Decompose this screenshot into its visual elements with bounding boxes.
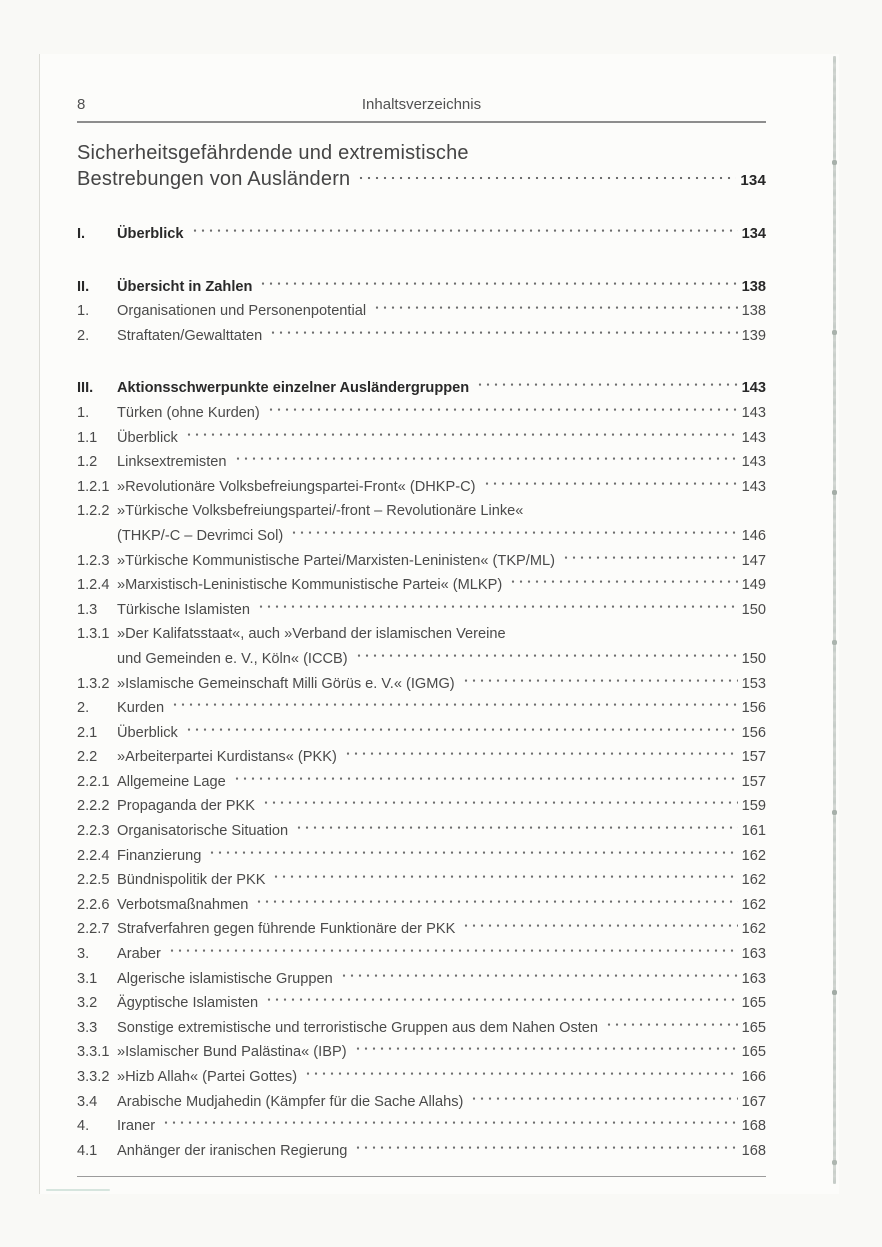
toc-entry-number: 4.1 (77, 1142, 98, 1159)
dot-leader (476, 376, 737, 401)
dot-leader (354, 1040, 738, 1065)
toc-entry-number: 1.3.2 (77, 675, 110, 692)
dot-leader (265, 991, 738, 1016)
toc-entry (77, 222, 766, 247)
toc-entry-title: »Islamische Gemeinschaft Milli Görüs e. V.« (IGMG) (117, 675, 455, 692)
toc-entry-title: Überblick (117, 429, 178, 446)
toc-entry-page: 165 (741, 1019, 766, 1036)
toc-entry-title: »Der Kalifatsstaat«, auch »Verband der islamischen Vereine (117, 626, 506, 643)
toc-entry (77, 598, 766, 623)
toc-entry-number: 2.2.2 (77, 798, 110, 815)
toc-entry-title: Organisatorische Situation (117, 823, 289, 840)
toc-entry-number: 1.3.1 (77, 626, 110, 643)
bottom-rule (77, 1176, 766, 1177)
toc-entry-number: 1.2 (77, 454, 98, 471)
toc-entry-title: Übersicht in Zahlen (117, 278, 253, 295)
scan-edge-marks (832, 160, 837, 165)
toc-entry-title: Bündnispolitik der PKK (117, 872, 266, 889)
toc-entry-title: Straftaten/Gewalttaten (117, 327, 263, 344)
toc-entry-number: 2.2.3 (77, 823, 110, 840)
dot-leader (295, 819, 737, 844)
toc-entry-page: 150 (741, 650, 766, 667)
toc-entry-number: 2. (77, 327, 90, 344)
toc-entry-number: 3.3 (77, 1019, 98, 1036)
chapter-title-page: 134 (740, 172, 766, 189)
toc-entry (77, 696, 766, 721)
toc-entry-page: 156 (741, 724, 766, 741)
dot-leader (304, 1065, 738, 1090)
dot-leader (470, 1090, 737, 1115)
toc-entry-page: 143 (741, 380, 766, 397)
toc-entry (77, 844, 766, 869)
dot-leader (255, 893, 737, 918)
toc-entry-number: 1. (77, 303, 90, 320)
toc-entry-title: Propaganda der PKK (117, 798, 255, 815)
toc-entry-page: 168 (741, 1118, 766, 1135)
toc-entry-title: »Marxistisch-Leninistische Kommunistische Partei« (MLKP) (117, 577, 503, 594)
toc-entry-number: 2.1 (77, 724, 98, 741)
toc-entry-title: Kurden (117, 700, 165, 717)
chapter-title-line2: Bestrebungen von Ausländern (77, 168, 351, 190)
scan-artifact (46, 1189, 110, 1191)
toc-entry (77, 1040, 766, 1065)
toc-entry-number: 3.3.2 (77, 1069, 110, 1085)
toc-entry-number: 1.2.3 (77, 552, 110, 569)
scan-paper-edge (833, 56, 836, 1184)
toc-entry (77, 721, 766, 746)
toc-entry (77, 549, 766, 574)
dot-leader (344, 745, 738, 770)
toc-entry-title: Algerische islamistische Gruppen (117, 970, 333, 987)
toc-entry-page: 143 (741, 454, 766, 471)
toc-entry-title: »Islamischer Bund Palästina« (IBP) (117, 1044, 347, 1061)
toc-entry-number: 2.2.1 (77, 773, 110, 790)
toc-entry (77, 1114, 766, 1139)
toc-entry (77, 275, 766, 300)
toc-entry-number: III. (77, 380, 94, 397)
toc-entry-page: 150 (741, 601, 766, 618)
toc-entry (77, 622, 766, 671)
toc-entry-page: 143 (741, 404, 766, 421)
toc-entry-number: 2.2.7 (77, 921, 110, 938)
dot-leader (191, 222, 738, 247)
toc-entry-page: 168 (741, 1142, 766, 1159)
dot-leader (354, 1139, 737, 1164)
toc-entry (77, 967, 766, 992)
toc-entry (77, 299, 766, 324)
toc-entry-page: 165 (741, 1044, 766, 1061)
dot-leader (509, 573, 737, 598)
toc-entry (77, 475, 766, 500)
toc-entry-title: Araber (117, 946, 161, 963)
toc-entry (77, 991, 766, 1016)
toc-entry-page: 147 (741, 552, 766, 569)
toc-entry-number: I. (77, 226, 86, 242)
toc-entry-number: 1.1 (77, 429, 98, 446)
chapter-title (77, 140, 766, 194)
dot-leader (185, 721, 738, 746)
toc-entry-page: 166 (741, 1069, 766, 1085)
toc-entry-title: Türkische Islamisten (117, 601, 251, 618)
toc-entry-page: 162 (741, 921, 766, 938)
dot-leader (233, 770, 738, 795)
toc-entry-page: 167 (741, 1093, 766, 1110)
toc-entry-title: Allgemeine Lage (117, 773, 226, 790)
page-header (77, 96, 766, 123)
dot-leader (171, 696, 738, 721)
dot-leader (234, 450, 738, 475)
toc-entry (77, 450, 766, 475)
toc-entry (77, 819, 766, 844)
toc-entry-page: 146 (741, 527, 766, 544)
toc-entry-page: 143 (741, 478, 766, 495)
toc-entry-page: 163 (741, 946, 766, 963)
toc-entry-page: 157 (741, 773, 766, 790)
toc-entry (77, 1065, 766, 1090)
dot-leader (462, 672, 738, 697)
toc-entry (77, 1016, 766, 1041)
toc-entry-page: 138 (741, 303, 766, 320)
running-title: Inhaltsverzeichnis (361, 96, 482, 113)
toc-entry-title: »Türkische Kommunistische Partei/Marxisten-Leninisten« (TKP/ML) (117, 552, 555, 569)
dot-leader (462, 917, 737, 942)
toc-entry-title: Überblick (117, 226, 184, 242)
toc-entry-number: 3.3.1 (77, 1044, 110, 1061)
dot-leader (562, 549, 738, 574)
toc-entry-page: 156 (741, 700, 766, 717)
toc-entry-number: 3. (77, 946, 90, 963)
toc-entry (77, 893, 766, 918)
dot-leader (185, 426, 738, 451)
toc-entry-number: 3.1 (77, 970, 98, 987)
toc-entry-number: 2.2.4 (77, 847, 110, 864)
toc-entry-page: 139 (741, 327, 766, 344)
toc-entry (77, 499, 766, 548)
toc-entry-title: »Hizb Allah« (Partei Gottes) (117, 1069, 298, 1085)
dot-leader (605, 1016, 738, 1041)
dot-leader (355, 647, 738, 672)
toc-entry-title: Türken (ohne Kurden) (117, 404, 260, 421)
toc-entry-number: 4. (77, 1118, 90, 1135)
dot-leader (259, 275, 737, 300)
toc-entry-number: 1.3 (77, 601, 98, 618)
toc-entry-number: 3.2 (77, 995, 98, 1012)
toc-entry-title: Iraner (117, 1118, 156, 1135)
toc-entry (77, 942, 766, 967)
dot-leader (269, 324, 737, 349)
toc-entry-number: 3.4 (77, 1093, 98, 1110)
dot-leader (262, 794, 738, 819)
toc-entry (77, 794, 766, 819)
dot-leader (267, 401, 738, 426)
toc-entry (77, 770, 766, 795)
toc-entry-title: »Türkische Volksbefreiungspartei/-front – Revolutionäre Linke« (117, 503, 524, 520)
toc-entry-title: Strafverfahren gegen führende Funktionäre der PKK (117, 921, 456, 938)
toc-entry-title: Überblick (117, 724, 178, 741)
toc-entry-number: 1.2.1 (77, 478, 110, 495)
toc-entry-title: Organisationen und Personenpotential (117, 303, 367, 320)
toc-entry-page: 161 (741, 823, 766, 840)
toc-entry-number: 1.2.4 (77, 577, 110, 594)
dot-leader (290, 524, 737, 549)
toc-entry-title-continued: und Gemeinden e. V., Köln« (ICCB) (117, 650, 348, 667)
toc-entry-title: »Arbeiterpartei Kurdistans« (PKK) (117, 749, 337, 766)
toc-entry-page: 143 (741, 429, 766, 446)
toc-entry-page: 165 (741, 995, 766, 1012)
toc-entry-number: 1.2.2 (77, 503, 110, 520)
toc-entry-page: 157 (741, 749, 766, 766)
toc-entry-number: 2. (77, 700, 90, 717)
toc-entry (77, 426, 766, 451)
toc-entry (77, 1139, 766, 1164)
page-content (77, 54, 766, 1177)
dot-leader (373, 299, 738, 324)
toc-entry-title: Ägyptische Islamisten (117, 995, 259, 1012)
toc-entry (77, 745, 766, 770)
toc-entry-page: 162 (741, 847, 766, 864)
toc-entry-number: 2.2 (77, 749, 98, 766)
toc-entries (77, 222, 766, 1163)
toc-entry (77, 401, 766, 426)
toc-entry-page: 162 (741, 896, 766, 913)
toc-entry (77, 573, 766, 598)
toc-entry-title: Arabische Mudjahedin (Kämpfer für die Sache Allahs) (117, 1093, 464, 1110)
dot-leader (257, 598, 738, 623)
toc-entry-page: 159 (741, 798, 766, 815)
toc-entry-title: »Revolutionäre Volksbefreiungspartei-Front« (DHKP-C) (117, 478, 476, 495)
toc-entry-page: 138 (741, 278, 766, 295)
toc-entry-page: 153 (741, 675, 766, 692)
paper-sheet (39, 54, 839, 1194)
toc-entry-title: Anhänger der iranischen Regierung (117, 1142, 348, 1159)
toc-entry-number: 2.2.6 (77, 896, 110, 913)
toc-entry (77, 917, 766, 942)
dot-leader (162, 1114, 738, 1139)
toc-entry-title: Verbotsmaßnahmen (117, 896, 249, 913)
toc-entry-page: 162 (741, 872, 766, 889)
dot-leader (357, 166, 736, 194)
toc-entry-title: Finanzierung (117, 847, 202, 864)
page-number-header: 8 (77, 96, 86, 113)
toc-entry-title: Sonstige extremistische und terroristische Gruppen aus dem Nahen Osten (117, 1019, 599, 1036)
toc-entry (77, 376, 766, 401)
toc-entry-number: 2.2.5 (77, 872, 110, 889)
dot-leader (340, 967, 738, 992)
chapter-title-line1: Sicherheitsgefährdende und extremistische (77, 142, 469, 164)
toc-entry-number: II. (77, 278, 90, 295)
toc-entry (77, 1090, 766, 1115)
dot-leader (272, 868, 737, 893)
dot-leader (208, 844, 737, 869)
toc-entry (77, 868, 766, 893)
toc-entry-title: Aktionsschwerpunkte einzelner Ausländergruppen (117, 380, 470, 397)
toc-entry-title-continued: (THKP/-C – Devrimci Sol) (117, 527, 284, 544)
toc-entry-page: 149 (741, 577, 766, 594)
toc-entry-number: 1. (77, 404, 90, 421)
dot-leader (168, 942, 738, 967)
dot-leader (483, 475, 738, 500)
toc-entry (77, 672, 766, 697)
toc-entry (77, 324, 766, 349)
toc-entry-title: Linksextremisten (117, 454, 227, 471)
toc-entry-page: 134 (741, 226, 766, 242)
toc-entry-page: 163 (741, 970, 766, 987)
